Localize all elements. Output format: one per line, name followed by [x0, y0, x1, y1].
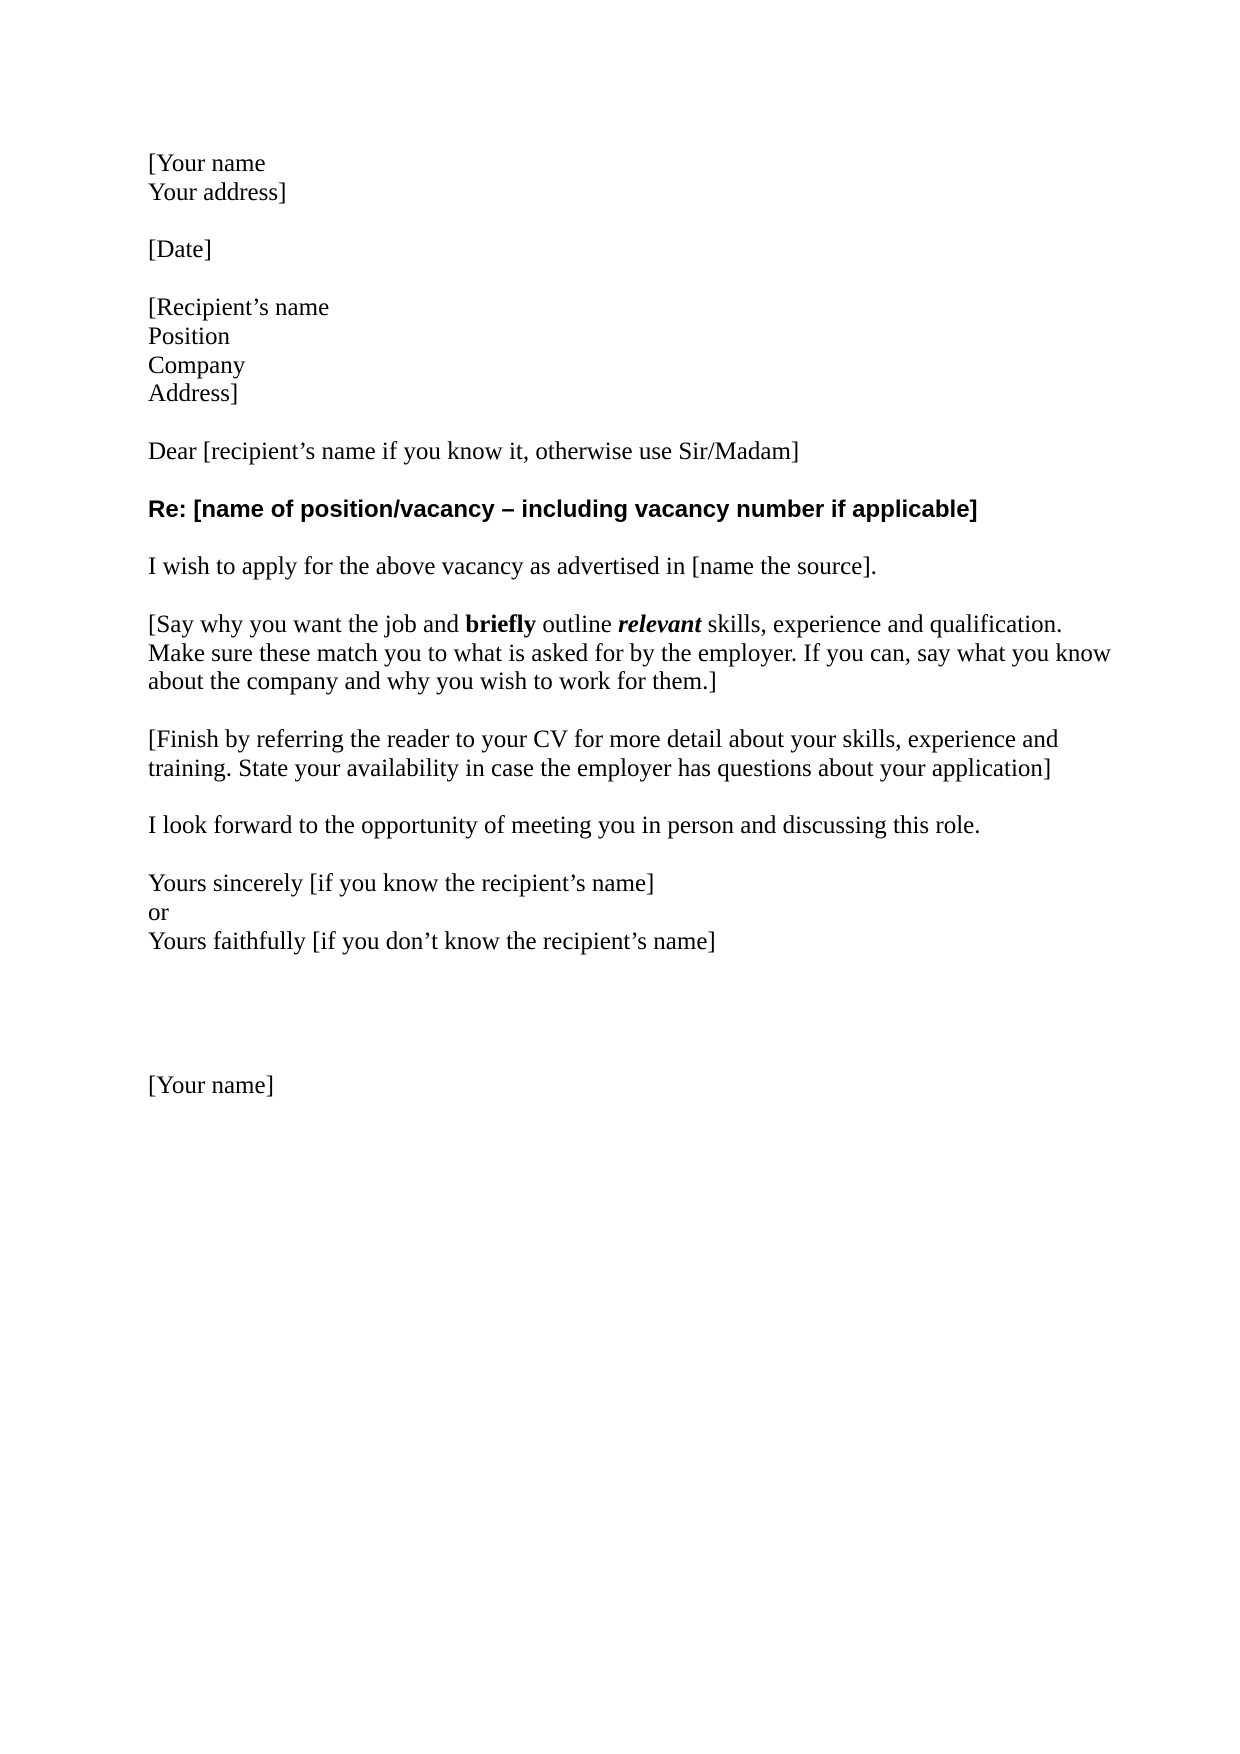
signoff-or-line: or: [148, 898, 169, 926]
signoff-faithfully-line: Yours faithfully [if you don’t know the recipient’s name]: [148, 927, 716, 955]
subject-line: Re: [name of position/vacancy – including vacancy number if applicable]: [148, 495, 978, 523]
date-block: [148, 236, 1120, 265]
recipient-address-line: Address]: [148, 380, 239, 408]
sender-name-line: [Your name: [148, 150, 266, 177]
signoff-block: [148, 870, 1120, 956]
recipient-company-line: Company: [148, 351, 246, 379]
closing-statement: I look forward to the opportunity of meeting you in person and discussing this role.: [148, 812, 981, 840]
sender-address-block: [148, 150, 1120, 208]
body-paragraph-2: [Finish by referring the reader to your CV for more detail about your skills, experience and training. State your availability in case the employer has questions about your application]: [148, 725, 1059, 782]
sender-address-line: Your address]: [148, 178, 287, 206]
date-line: [Date]: [148, 236, 212, 264]
cover-letter-template: [148, 150, 1120, 1100]
recipient-address-block: [148, 294, 1120, 409]
recipient-position-line: Position: [148, 322, 230, 350]
signoff-sincerely-line: Yours sincerely [if you know the recipient’s name]: [148, 869, 655, 897]
body-paragraph-1: [Say why you want the job and briefly outline relevant skills, experience and qualification. Make sure these match you to what is asked for by the employer. If you can, say what you know about the company and why you wish to work for them.]: [148, 610, 1111, 696]
opening-paragraph: I wish to apply for the above vacancy as advertised in [name the source].: [148, 553, 877, 581]
signature-name: [Your name]: [148, 1071, 274, 1099]
recipient-name-line: [Recipient’s name: [148, 293, 330, 321]
salutation: Dear [recipient’s name if you know it, otherwise use Sir/Madam]: [148, 437, 800, 465]
